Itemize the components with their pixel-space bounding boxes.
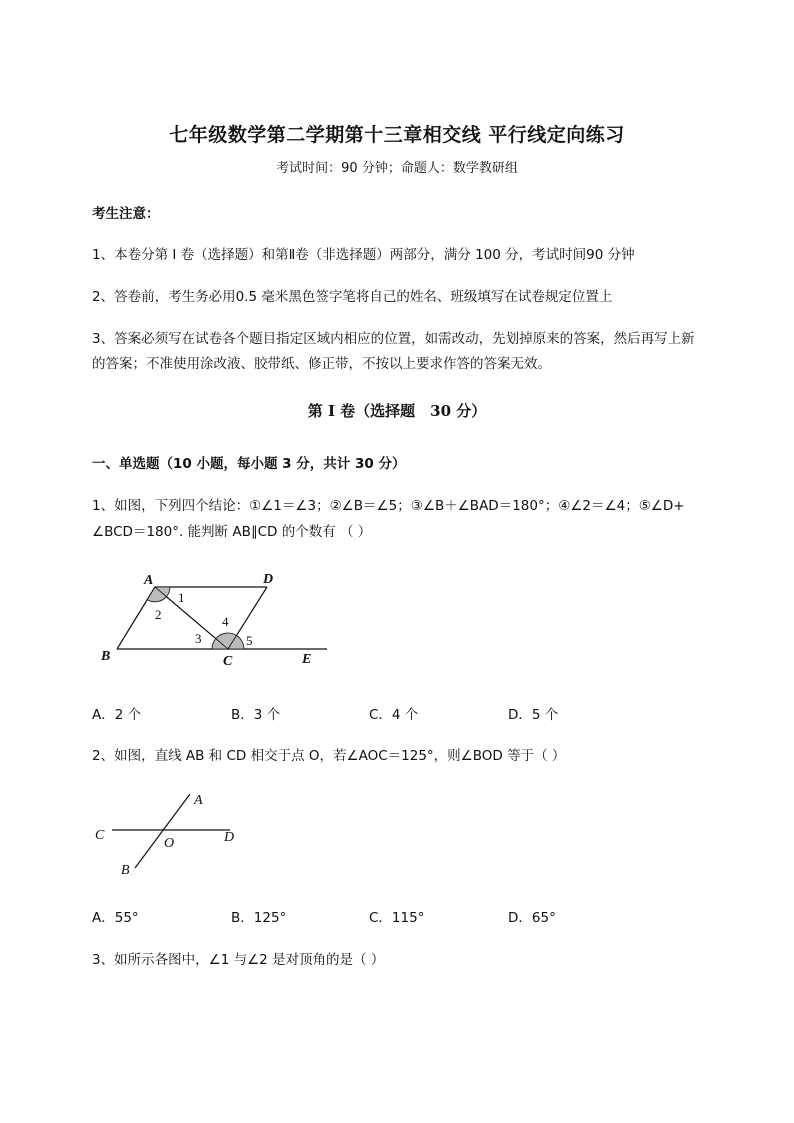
question-2-option-a[interactable]: A．55° (92, 910, 139, 926)
question-2-figure (90, 788, 250, 883)
label-a: A (194, 793, 203, 808)
notice-heading: 考生注意： (92, 206, 160, 222)
label-angle-4: 4 (222, 614, 229, 629)
question-1-option-b[interactable]: B．3 个 (231, 707, 281, 723)
label-angle-5: 5 (246, 633, 253, 648)
notice-item-3-cont: 的答案；不准使用涂改液、胶带纸、修正带，不按以上要求作答的答案无效。 (92, 356, 551, 372)
question-3-text: 3、如所示各图中，∠1 与∠2 是对顶角的是（ ） (92, 952, 385, 968)
question-2-option-b[interactable]: B．125° (231, 910, 287, 926)
question-1-figure (95, 565, 335, 670)
question-1-option-d[interactable]: D．5 个 (508, 707, 559, 723)
label-o: O (164, 836, 175, 851)
question-2-option-c[interactable]: C．115° (369, 910, 425, 926)
notice-item-3: 3、答案必须写在试卷各个题目指定区域内相应的位置，如需改动，先划掉原来的答案，然后再写上新 (92, 331, 695, 347)
label-angle-1: 1 (178, 590, 185, 605)
section-title: 第 I 卷（选择题 30 分） (307, 402, 487, 420)
exam-info: 考试时间：90 分钟；命题人：数学教研组 (276, 161, 518, 176)
line-ab (135, 794, 190, 868)
page-title: 七年级数学第二学期第十三章相交线 平行线定向练习 (169, 124, 625, 146)
notice-item-1: 1、本卷分第 I 卷（选择题）和第Ⅱ卷（非选择题）两部分，满分 100 分，考试时间90 分钟 (92, 247, 635, 263)
label-b: B (101, 649, 111, 664)
label-d: D (224, 830, 235, 845)
label-e: E (302, 652, 312, 667)
notice-item-2: 2、答卷前，考生务必用0.5 毫米黑色签字笔将自己的姓名、班级填写在试卷规定位置上 (92, 289, 613, 305)
question-1-option-c[interactable]: C．4 个 (369, 707, 419, 723)
label-d: D (263, 572, 274, 587)
label-angle-2: 2 (155, 607, 162, 622)
label-c: C (223, 654, 233, 669)
question-1-option-a[interactable]: A．2 个 (92, 707, 142, 723)
label-a: A (144, 573, 154, 588)
label-c: C (95, 828, 105, 843)
label-b: B (121, 863, 130, 878)
question-2-option-d[interactable]: D．65° (508, 910, 556, 926)
question-1-text: 1、如图，下列四个结论：①∠1＝∠3；②∠B＝∠5；③∠B＋∠BAD＝180°；④∠2＝∠4；⑤∠D+ (92, 498, 685, 514)
part-heading: 一、单选题（10 小题，每小题 3 分，共计 30 分） (92, 456, 406, 472)
question-1-text-cont: ∠BCD＝180°. 能判断 AB∥CD 的个数有 （ ） (92, 524, 372, 540)
question-2-text: 2、如图，直线 AB 和 CD 相交于点 O，若∠AOC＝125°，则∠BOD 等于（ ） (92, 748, 566, 764)
label-angle-3: 3 (195, 631, 202, 646)
